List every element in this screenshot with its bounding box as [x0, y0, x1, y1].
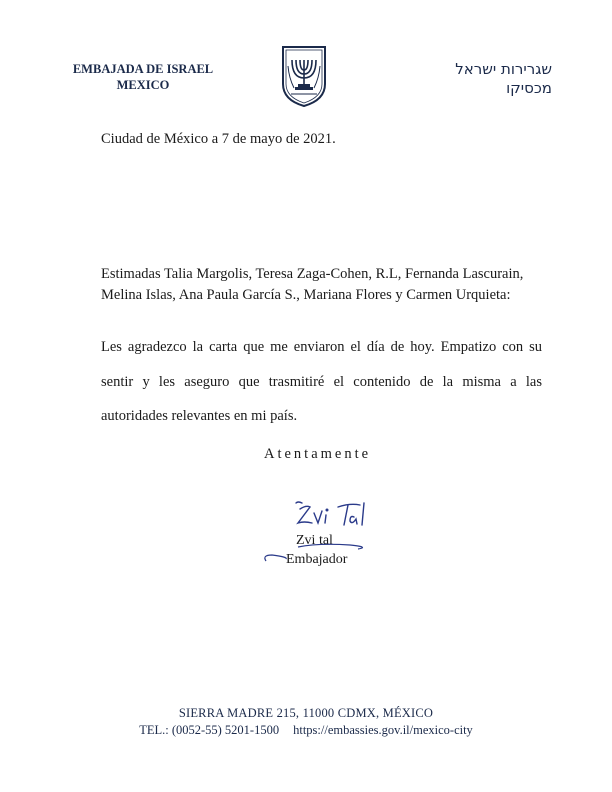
- letter-date: Ciudad de México a 7 de mayo de 2021.: [101, 131, 336, 147]
- embassy-name-he-line2: מכסיקו: [506, 79, 552, 97]
- signer-name: Zvi tal: [296, 533, 333, 548]
- footer-address: SIERRA MADRE 215, 11000 CDMX, MÉXICO: [178, 706, 434, 720]
- footer-website-link[interactable]: https://embassies.gov.il/mexico-city: [293, 723, 473, 737]
- letter-body: Les agradezco la carta que me enviaron el día de hoy. Empatizo con su sentir y les aseguro que trasmitiré el contenido de la misma a las autoridades relevantes en mi país.: [101, 339, 542, 424]
- letter-closing: Atentamente: [264, 446, 372, 462]
- embassy-name-spanish: [68, 61, 218, 93]
- letter-salutation: Estimadas Talia Margolis, Teresa Zaga-Cohen, R.L, Fernanda Lascurain, Melina Islas, Ana Paula García S., Mariana Flores y Carmen Urquieta:: [101, 266, 524, 303]
- menorah-emblem-icon: [279, 44, 329, 108]
- signer-title: Embajador: [286, 552, 348, 567]
- embassy-name-he-line1: שגרירות ישראל: [455, 60, 552, 78]
- embassy-name-es-line2: MEXICO: [116, 78, 170, 92]
- embassy-name-es-line1: EMBAJADA DE ISRAEL: [72, 62, 214, 76]
- footer-phone: TEL.: (0052-55) 5201-1500: [139, 723, 280, 737]
- footer-contact: [0, 723, 612, 738]
- embassy-name-hebrew: [392, 60, 552, 98]
